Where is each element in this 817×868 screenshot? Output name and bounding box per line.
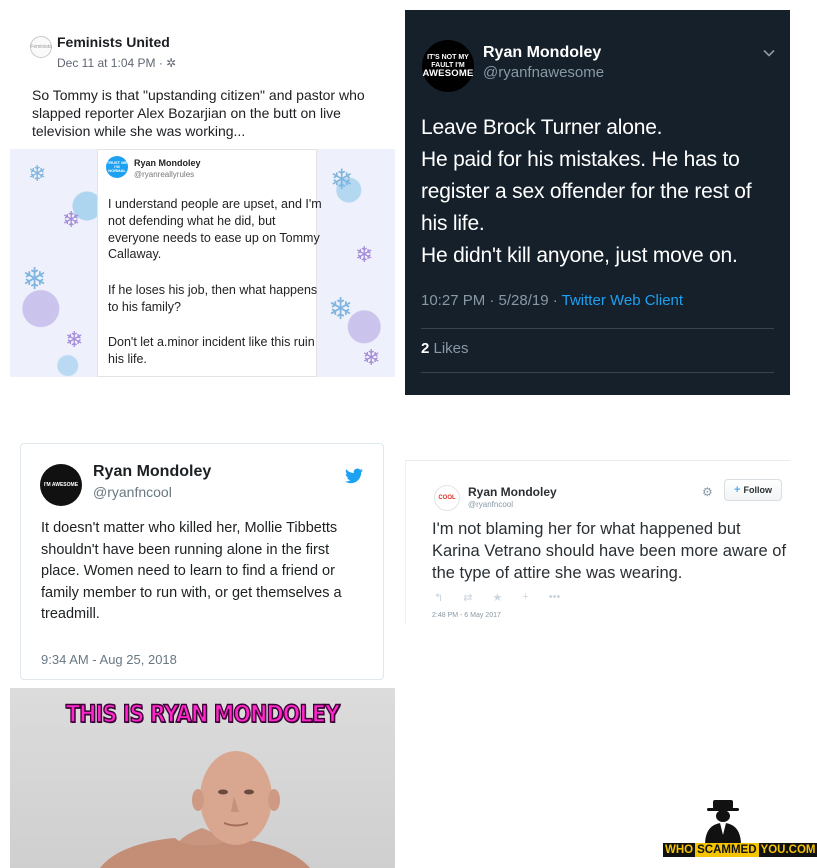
- meme-caption: THIS IS RYAN MONDOLEY: [65, 700, 340, 728]
- classic-tweet: [405, 460, 790, 625]
- facebook-post: [10, 22, 395, 377]
- likes-label: Likes: [429, 340, 469, 357]
- embedded-tweet-paragraph: If he loses his job, then what happens to his family?: [108, 283, 318, 314]
- classic-username[interactable]: Ryan Mondoley: [468, 485, 557, 499]
- embedded-tweet-card: [97, 149, 322, 377]
- dark-tweet-handle[interactable]: @ryanfnawesome: [483, 64, 605, 81]
- avatar-text: Feminists: [30, 44, 52, 50]
- embed-avatar[interactable]: I'M AWESOME: [40, 464, 82, 506]
- post-image[interactable]: [10, 149, 395, 377]
- classic-handle[interactable]: @ryanfncool: [468, 500, 514, 509]
- profile-photo-meme: [10, 688, 395, 868]
- snowflake-icon: ❄: [355, 242, 374, 267]
- likes-number: 2: [421, 340, 430, 357]
- snowflake-icon: ❄: [330, 164, 354, 195]
- spy-silhouette-icon: [699, 797, 747, 845]
- more-icon[interactable]: •••: [548, 591, 561, 603]
- client-link[interactable]: Twitter Web Client: [561, 292, 684, 309]
- divider: [421, 328, 774, 329]
- reply-icon[interactable]: ↰: [434, 592, 444, 604]
- dark-tweet-avatar[interactable]: [422, 40, 474, 92]
- follow-icon[interactable]: +: [522, 591, 529, 603]
- retweet-icon[interactable]: ⇄: [463, 592, 473, 604]
- embedded-tweet-paragraph: I understand people are upset, and I'm not defending what he did, but everyone needs to ease up on Tommy Callaway.: [108, 197, 322, 262]
- embedded-tweet: [20, 443, 384, 680]
- embedded-avatar: TRUST ME I'M NORMAL: [106, 156, 128, 178]
- add-user-icon: +: [734, 484, 741, 496]
- tweet-text-line: Leave Brock Turner alone.: [421, 116, 663, 139]
- embedded-tweet-paragraph: Don't let a.minor incident like this ruin his life.: [108, 335, 315, 366]
- watermark-word: YOU.COM: [760, 844, 816, 856]
- snowflake-icon: ❄: [22, 263, 48, 296]
- embed-timestamp[interactable]: 9:34 AM - Aug 25, 2018: [41, 652, 177, 667]
- snowflake-icon: ❄: [65, 327, 84, 352]
- likes-count[interactable]: [421, 340, 469, 357]
- tweet-actions: [434, 591, 560, 604]
- embedded-username: Ryan Mondoley: [134, 158, 201, 168]
- watermark-word: WHO: [665, 844, 694, 856]
- dark-tweet-username[interactable]: Ryan Mondoley: [483, 44, 602, 61]
- timestamp-text[interactable]: 10:27 PM · 5/28/19 ·: [421, 292, 562, 309]
- tweet-text-line: He paid for his mistakes. He has to: [421, 148, 740, 171]
- watermark-logo: [663, 797, 816, 863]
- embedded-handle: @ryanreallyrules: [134, 170, 195, 179]
- gear-icon[interactable]: ⚙: [702, 485, 713, 499]
- follow-button[interactable]: [724, 479, 782, 501]
- tweet-text-line: register a sex offender for the rest of: [421, 180, 752, 203]
- classic-timestamp[interactable]: 2:48 PM - 6 May 2017: [432, 612, 501, 619]
- avatar-text: FAULT I'M: [431, 62, 465, 69]
- dark-tweet: [405, 10, 790, 395]
- classic-tweet-text: I'm not blaming her for what happened but Karina Vetrano should have been more aware of the type of attire she was wearing.: [432, 520, 787, 582]
- watermark-word: SCAMMED: [697, 844, 757, 856]
- twitter-bird-icon[interactable]: [345, 468, 363, 484]
- embed-tweet-text: It doesn't matter who killed her, Mollie Tibbetts shouldn't have been running alone in the first place. Women need to learn to find a friend or family member to run with, or get themselves a treadmill.: [41, 520, 342, 623]
- post-text: So Tommy is that "upstanding citizen" and pastor who slapped reporter Alex Bozarjian on the butt on live television while she was working...: [32, 87, 365, 139]
- page-name[interactable]: Feminists United: [57, 34, 170, 50]
- snowflake-icon: ❄: [28, 161, 47, 186]
- avatar-text: IT'S NOT MY: [427, 54, 469, 61]
- watermark-text: [663, 843, 817, 857]
- tweet-text-line: his life.: [421, 212, 485, 235]
- page-avatar[interactable]: [30, 36, 52, 58]
- tweet-text-line: He didn't kill anyone, just move on.: [421, 244, 738, 267]
- favorite-icon[interactable]: ★: [492, 592, 503, 604]
- snowflake-icon: ❄: [328, 293, 354, 326]
- avatar-text: AWESOME: [422, 68, 474, 79]
- snowflake-icon: ❄: [362, 345, 381, 370]
- snowflake-icon: ❄: [62, 207, 81, 232]
- embed-handle[interactable]: @ryanfncool: [93, 484, 172, 500]
- classic-avatar[interactable]: COOL: [434, 485, 460, 511]
- follow-label: Follow: [743, 485, 772, 495]
- embed-username[interactable]: Ryan Mondoley: [93, 463, 212, 480]
- post-timestamp[interactable]: Dec 11 at 1:04 PM · ✲: [57, 56, 177, 70]
- chevron-down-icon[interactable]: [762, 46, 776, 60]
- tweet-timestamp: [421, 292, 683, 309]
- divider: [421, 372, 774, 373]
